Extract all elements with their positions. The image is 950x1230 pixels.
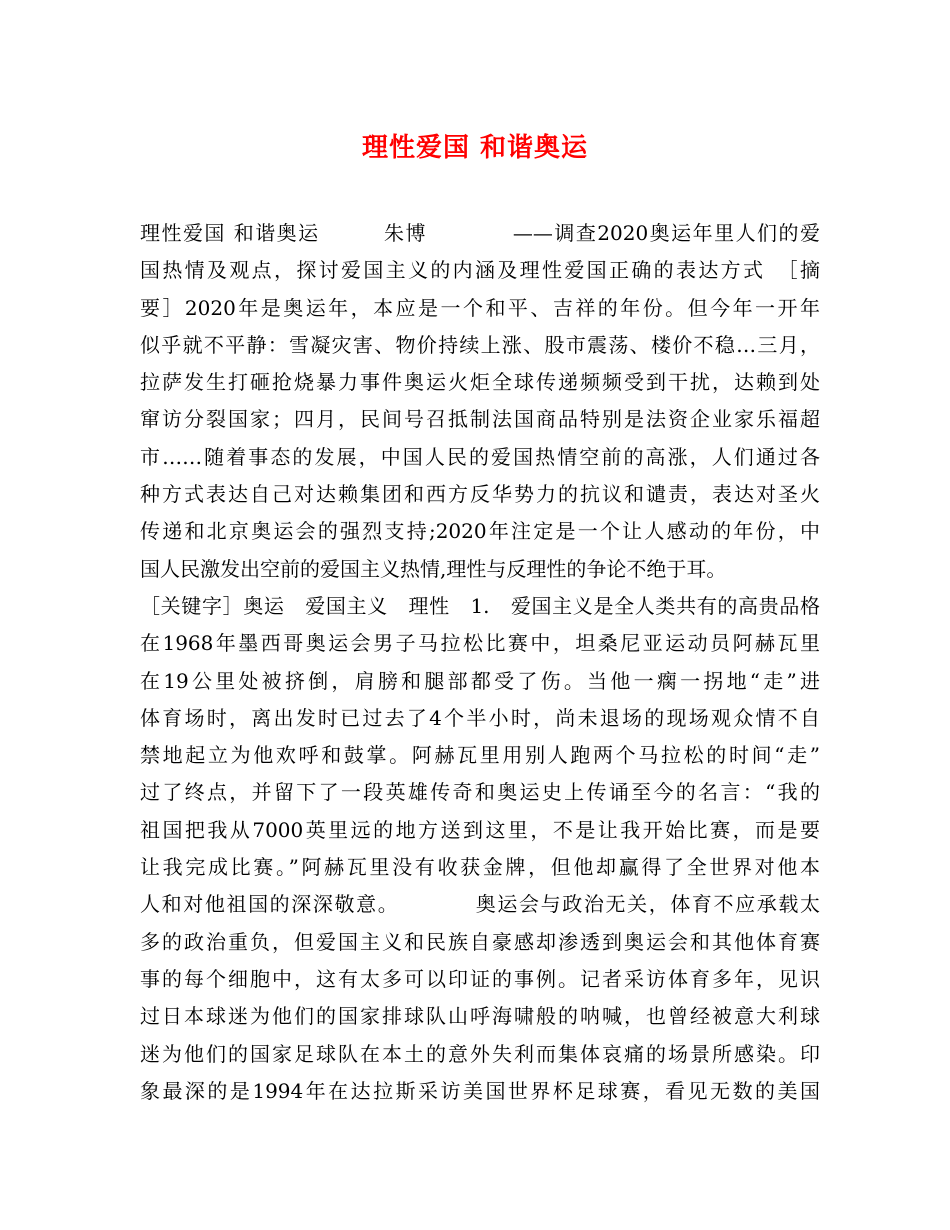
body-line: 让我完成比赛。”阿赫瓦里没有收获金牌，但他却赢得了全世界对他本 [140,855,820,880]
body-line: 迷为他们的国家足球队在本土的意外失利而集体哀痛的场景所感染。印 [140,1041,820,1066]
body-line: 国热情及观点，探讨爱国主义的内涵及理性爱国正确的表达方式 ［摘 [140,258,820,283]
body-line: 国人民激发出空前的爱国主义热情,理性与反理性的争论不绝于耳。 [140,556,727,581]
body-line: 象最深的是1994年在达拉斯采访美国世界杯足球赛，看见无数的美国 [140,1078,820,1103]
body-line: 要］2020年是奥运年，本应是一个和平、吉祥的年份。但今年一开年 [140,295,820,320]
body-line: 市……随着事态的发展，中国人民的爱国热情空前的高涨，人们通过各 [140,444,820,469]
body-line: 多的政治重负，但爱国主义和民族自豪感却渗透到奥运会和其他体育赛 [140,929,820,954]
body-line: 祖国把我从7000英里远的地方送到这里，不是让我开始比赛，而是要 [140,817,820,842]
document-title: 理性爱国 和谐奥运 [361,133,589,163]
body-line: 拉萨发生打砸抢烧暴力事件奥运火炬全球传递频频受到干扰，达赖到处 [140,370,820,395]
body-line: 过日本球迷为他们的国家排球队山呼海啸般的呐喊，也曾经被意大利球 [140,1004,820,1029]
body-line: 似乎就不平静：雪凝灾害、物价持续上涨、股市震荡、楼价不稳…三月， [140,332,820,357]
body-line: 种方式表达自己对达赖集团和西方反华势力的抗议和谴责，表达对圣火 [140,482,820,507]
body-line: 过了终点，并留下了一段英雄传奇和奥运史上传诵至今的名言：“我的 [140,780,820,805]
body-line: 事的每个细胞中，这有太多可以印证的事例。记者采访体育多年，见识 [140,966,820,991]
body-line: 理性爱国 和谐奥运 朱博 ——调查2020奥运年里人们的爱 [140,221,820,245]
body-line: ［关键字］奥运 爱国主义 理性 1. 爱国主义是全人类共有的高贵品格 [140,593,820,618]
body-line: 窜访分裂国家；四月，民间号召抵制法国商品特别是法资企业家乐福超 [140,407,820,432]
body-line: 在19公里处被挤倒，肩膀和腿部都受了伤。当他一瘸一拐地“走”进 [140,668,820,693]
body-line: 人和对他祖国的深深敬意。 奥运会与政治无关，体育不应承载太 [140,892,820,917]
body-line: 体育场时，离出发时已过去了4个半小时，尚未退场的现场观众情不自 [140,705,820,730]
body-line: 在1968年墨西哥奥运会男子马拉松比赛中，坦桑尼亚运动员阿赫瓦里 [140,631,820,656]
body-line: 禁地起立为他欢呼和鼓掌。阿赫瓦里用别人跑两个马拉松的时间“走” [140,743,820,768]
body-line: 传递和北京奥运会的强烈支持;2020年注定是一个让人感动的年份，中 [140,519,820,544]
document-body [140,215,820,1110]
